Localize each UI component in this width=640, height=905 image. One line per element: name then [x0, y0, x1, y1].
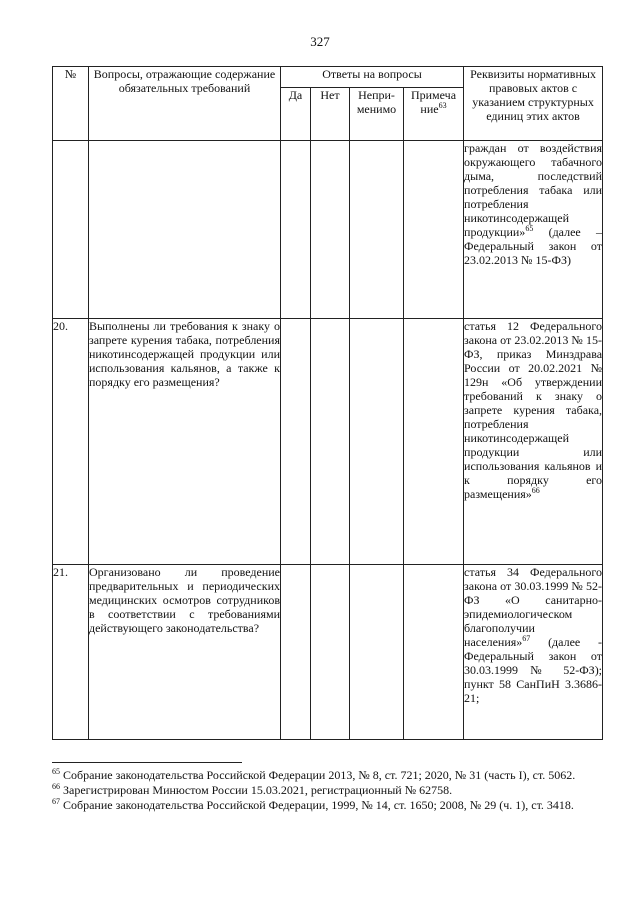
requisites-tail: (далее - Федеральный закон от 30.03.1999 № 52-ФЗ); пункт 58 СанПиН 3.3686-21; [464, 635, 603, 705]
answer-no-cell [311, 319, 350, 565]
column-header-yes: Да [281, 88, 311, 141]
answer-not-applicable-cell [350, 141, 404, 319]
row-question: Выполнены ли требования к знаку о запрете курения табака, потребления никотинсодержащей продукции или использования кальянов, а также к порядку его размещения? [89, 319, 281, 565]
answer-yes-cell [281, 319, 311, 565]
table-header-row [53, 67, 603, 88]
row-number: 20. [53, 319, 89, 565]
footnote-ref: 65 [525, 224, 534, 233]
footnote [52, 783, 602, 798]
requirements-table [52, 66, 603, 740]
answer-note-cell [404, 319, 464, 565]
footnote-number: 65 [52, 767, 60, 776]
footnote-number: 67 [52, 797, 60, 806]
requisites-text: статья 12 Федерального закона от 23.02.2013 № 15-ФЗ, приказ Минздрава России от 20.02.2021 № 129н «Об утверждении требований к знаку о запрете курения табака, потребления никотинсодержащей продукции или использования кальянов и к порядку его размещения» [464, 319, 603, 501]
column-header-note [404, 88, 464, 141]
column-header-no: Нет [311, 88, 350, 141]
row-number [53, 141, 89, 319]
answer-no-cell [311, 565, 350, 740]
requisites-text: статья 34 Федерального закона от 30.03.1999 № 52-ФЗ «О санитарно-эпидемиологическом благополучии населения» [464, 565, 603, 649]
table-row [53, 319, 603, 565]
column-header-answers: Ответы на вопросы [281, 67, 464, 88]
table-row [53, 141, 603, 319]
footnotes [52, 768, 602, 813]
row-question [89, 141, 281, 319]
answer-note-cell [404, 565, 464, 740]
footnote-text: Зарегистрирован Минюстом России 15.03.2021, регистрационный № 62758. [60, 783, 453, 797]
table-row [53, 565, 603, 740]
footnote-ref: 66 [531, 486, 540, 495]
row-requisites [464, 565, 603, 740]
answer-not-applicable-cell [350, 319, 404, 565]
requisites-text: граждан от воздействия окружающего табачного дыма, последствий потребления табака или потребления никотинсодержащей продукции» [464, 141, 603, 239]
footnote-ref: 63 [438, 101, 447, 110]
footnote [52, 798, 602, 813]
answer-yes-cell [281, 565, 311, 740]
footnote-ref: 67 [522, 634, 531, 643]
row-requisites [464, 141, 603, 319]
note-label: Примеча ние [410, 88, 457, 116]
row-number: 21. [53, 565, 89, 740]
footnote-divider [52, 762, 242, 763]
answer-yes-cell [281, 141, 311, 319]
row-requisites [464, 319, 603, 565]
answer-note-cell [404, 141, 464, 319]
footnote-text: Собрание законодательства Российской Федерации, 1999, № 14, ст. 1650; 2008, № 29 (ч. 1), ст. 3418. [60, 798, 574, 812]
column-header-not-applicable: Непри-менимо [350, 88, 404, 141]
column-header-question: Вопросы, отражающие содержание обязательных требований [89, 67, 281, 141]
footnote [52, 768, 602, 783]
answer-no-cell [311, 141, 350, 319]
answer-not-applicable-cell [350, 565, 404, 740]
column-header-number: № [53, 67, 89, 141]
row-question: Организовано ли проведение предварительных и периодических медицинских осмотров сотрудников в соответствии с требованиями действующего законодательства? [89, 565, 281, 740]
requisites-tail: (далее – Федеральный закон от 23.02.2013 № 15-ФЗ) [464, 225, 603, 267]
column-header-requisites: Реквизиты нормативных правовых актов с указанием структурных единиц этих актов [464, 67, 603, 141]
footnote-text: Собрание законодательства Российской Федерации 2013, № 8, ст. 721; 2020, № 31 (часть I), ст. 5062. [60, 768, 576, 782]
page-number: 327 [310, 34, 330, 49]
footnote-number: 66 [52, 782, 60, 791]
